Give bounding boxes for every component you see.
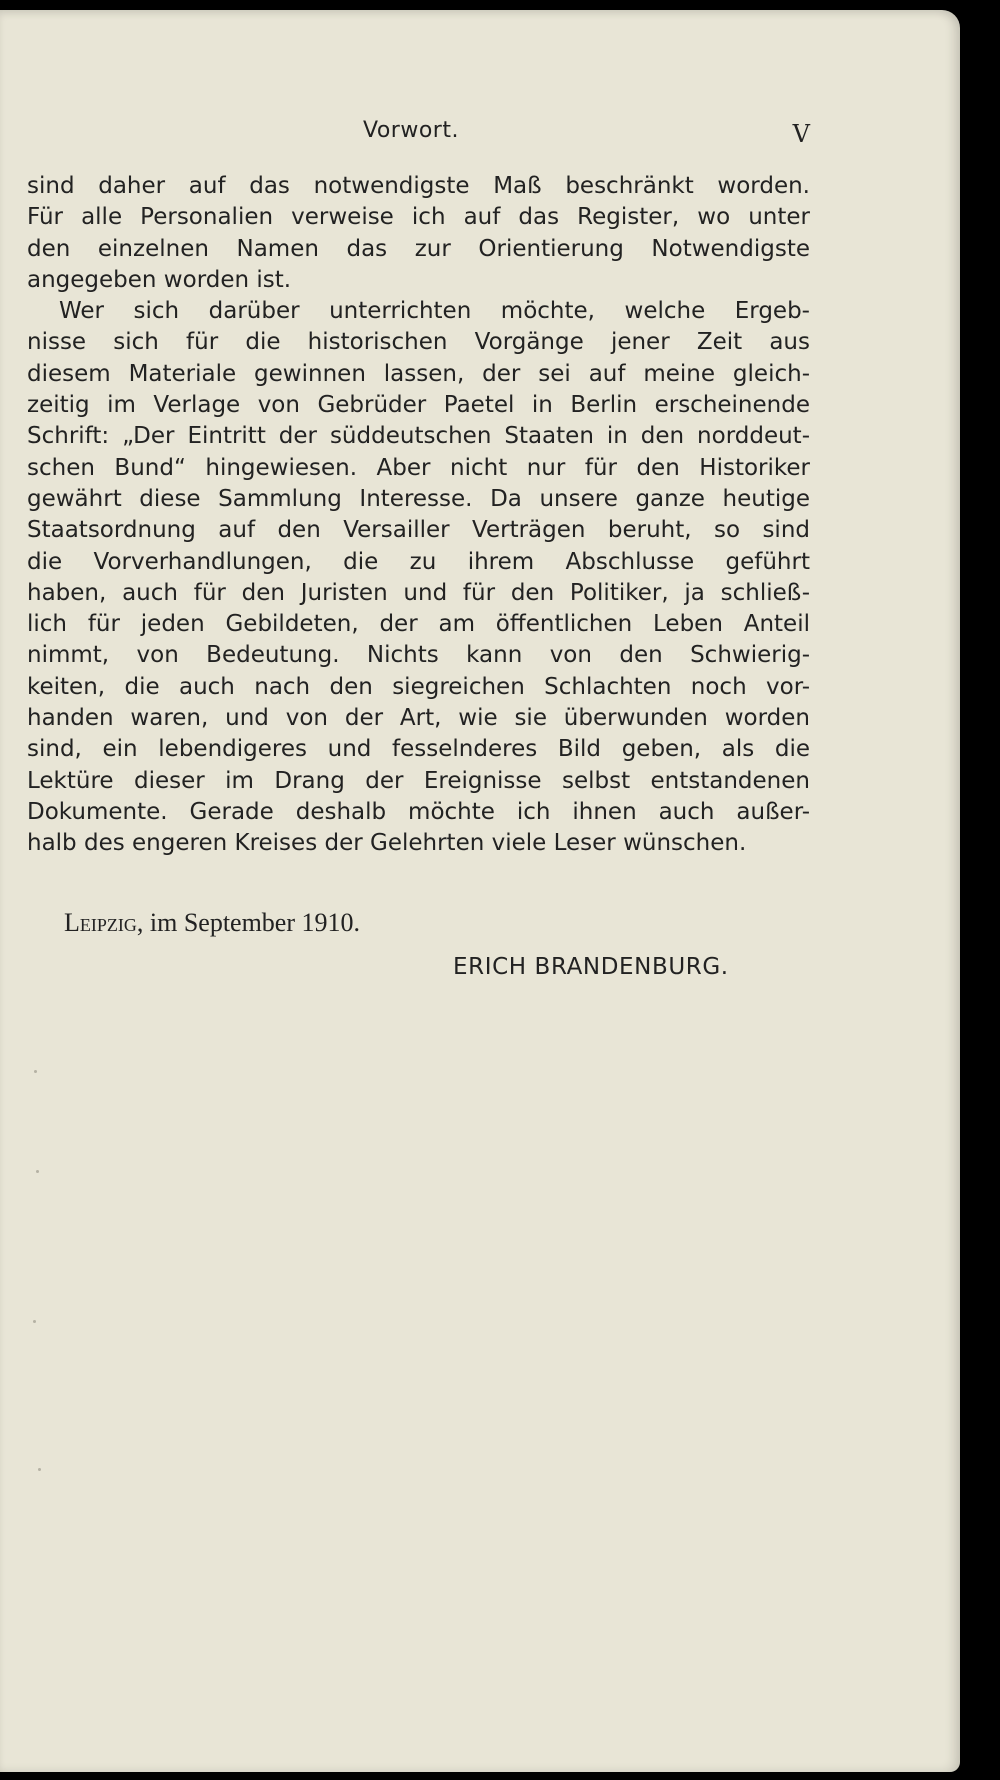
text-line: sind daher auf das notwendigste Maß beschränkt worden. (27, 173, 810, 199)
text-line: diesem Materiale gewinnen lassen, der sei auf meine gleich- (27, 360, 810, 387)
running-head (27, 118, 810, 158)
text-line: schen Bund“ hingewiesen. Aber nicht nur für den Historiker (27, 454, 810, 481)
text-line: haben, auch für den Juristen und für den Politiker, ja schließ- (27, 579, 810, 606)
page-number: V (792, 120, 810, 148)
text-line: den einzelnen Namen das zur Orientierung Notwendigste (27, 235, 810, 262)
text-line: Schrift: „Der Eintritt der süddeutschen Staaten in den norddeut- (27, 423, 810, 450)
text-line: nimmt, von Bedeutung. Nichts kann von den Schwierig- (27, 642, 810, 669)
dateline-place: Leipzig (64, 908, 137, 937)
paper-speck (33, 1320, 36, 1323)
author-signature: ERICH BRANDENBURG. (453, 954, 729, 980)
dateline (64, 908, 360, 938)
text-line: nisse sich für die historischen Vorgänge jener Zeit aus (27, 329, 810, 356)
running-head-title: Vorwort. (363, 118, 459, 143)
text-line: Lektüre dieser im Drang der Ereignisse selbst entstandenen (27, 767, 810, 794)
text-line: Staatsordnung auf den Versailler Verträgen beruht, so sind (27, 517, 810, 544)
text-line: Dokumente. Gerade deshalb möchte ich ihnen auch außer- (27, 798, 810, 825)
book-page (0, 10, 960, 1772)
paper-speck (38, 1468, 41, 1471)
text-line: handen waren, und von der Art, wie sie überwunden worden (27, 705, 810, 732)
text-line: Für alle Personalien verweise ich auf das Register, wo unter (27, 204, 810, 231)
dateline-date: , im September 1910. (136, 908, 361, 937)
paper-speck (34, 1070, 37, 1073)
text-line: zeitig im Verlage von Gebrüder Paetel in Berlin erscheinende (27, 392, 810, 419)
text-line: sind, ein lebendigeres und fesselnderes Bild geben, als die (27, 736, 810, 763)
text-line: lich für jeden Gebildeten, der am öffentlichen Leben Anteil (27, 611, 810, 638)
text-line: gewährt diese Sammlung Interesse. Da unsere ganze heutige (27, 485, 810, 512)
body-text (27, 171, 810, 860)
text-line: keiten, die auch nach den siegreichen Schlachten noch vor- (27, 673, 810, 700)
text-line: Wer sich darüber unterrichten möchte, welche Ergeb- (59, 298, 810, 325)
text-line: die Vorverhandlungen, die zu ihrem Abschlusse geführt (27, 548, 810, 575)
paper-speck (36, 1170, 39, 1173)
text-line: angegeben worden ist. (27, 266, 292, 293)
text-line: halb des engeren Kreises der Gelehrten viele Leser wünschen. (27, 830, 747, 857)
